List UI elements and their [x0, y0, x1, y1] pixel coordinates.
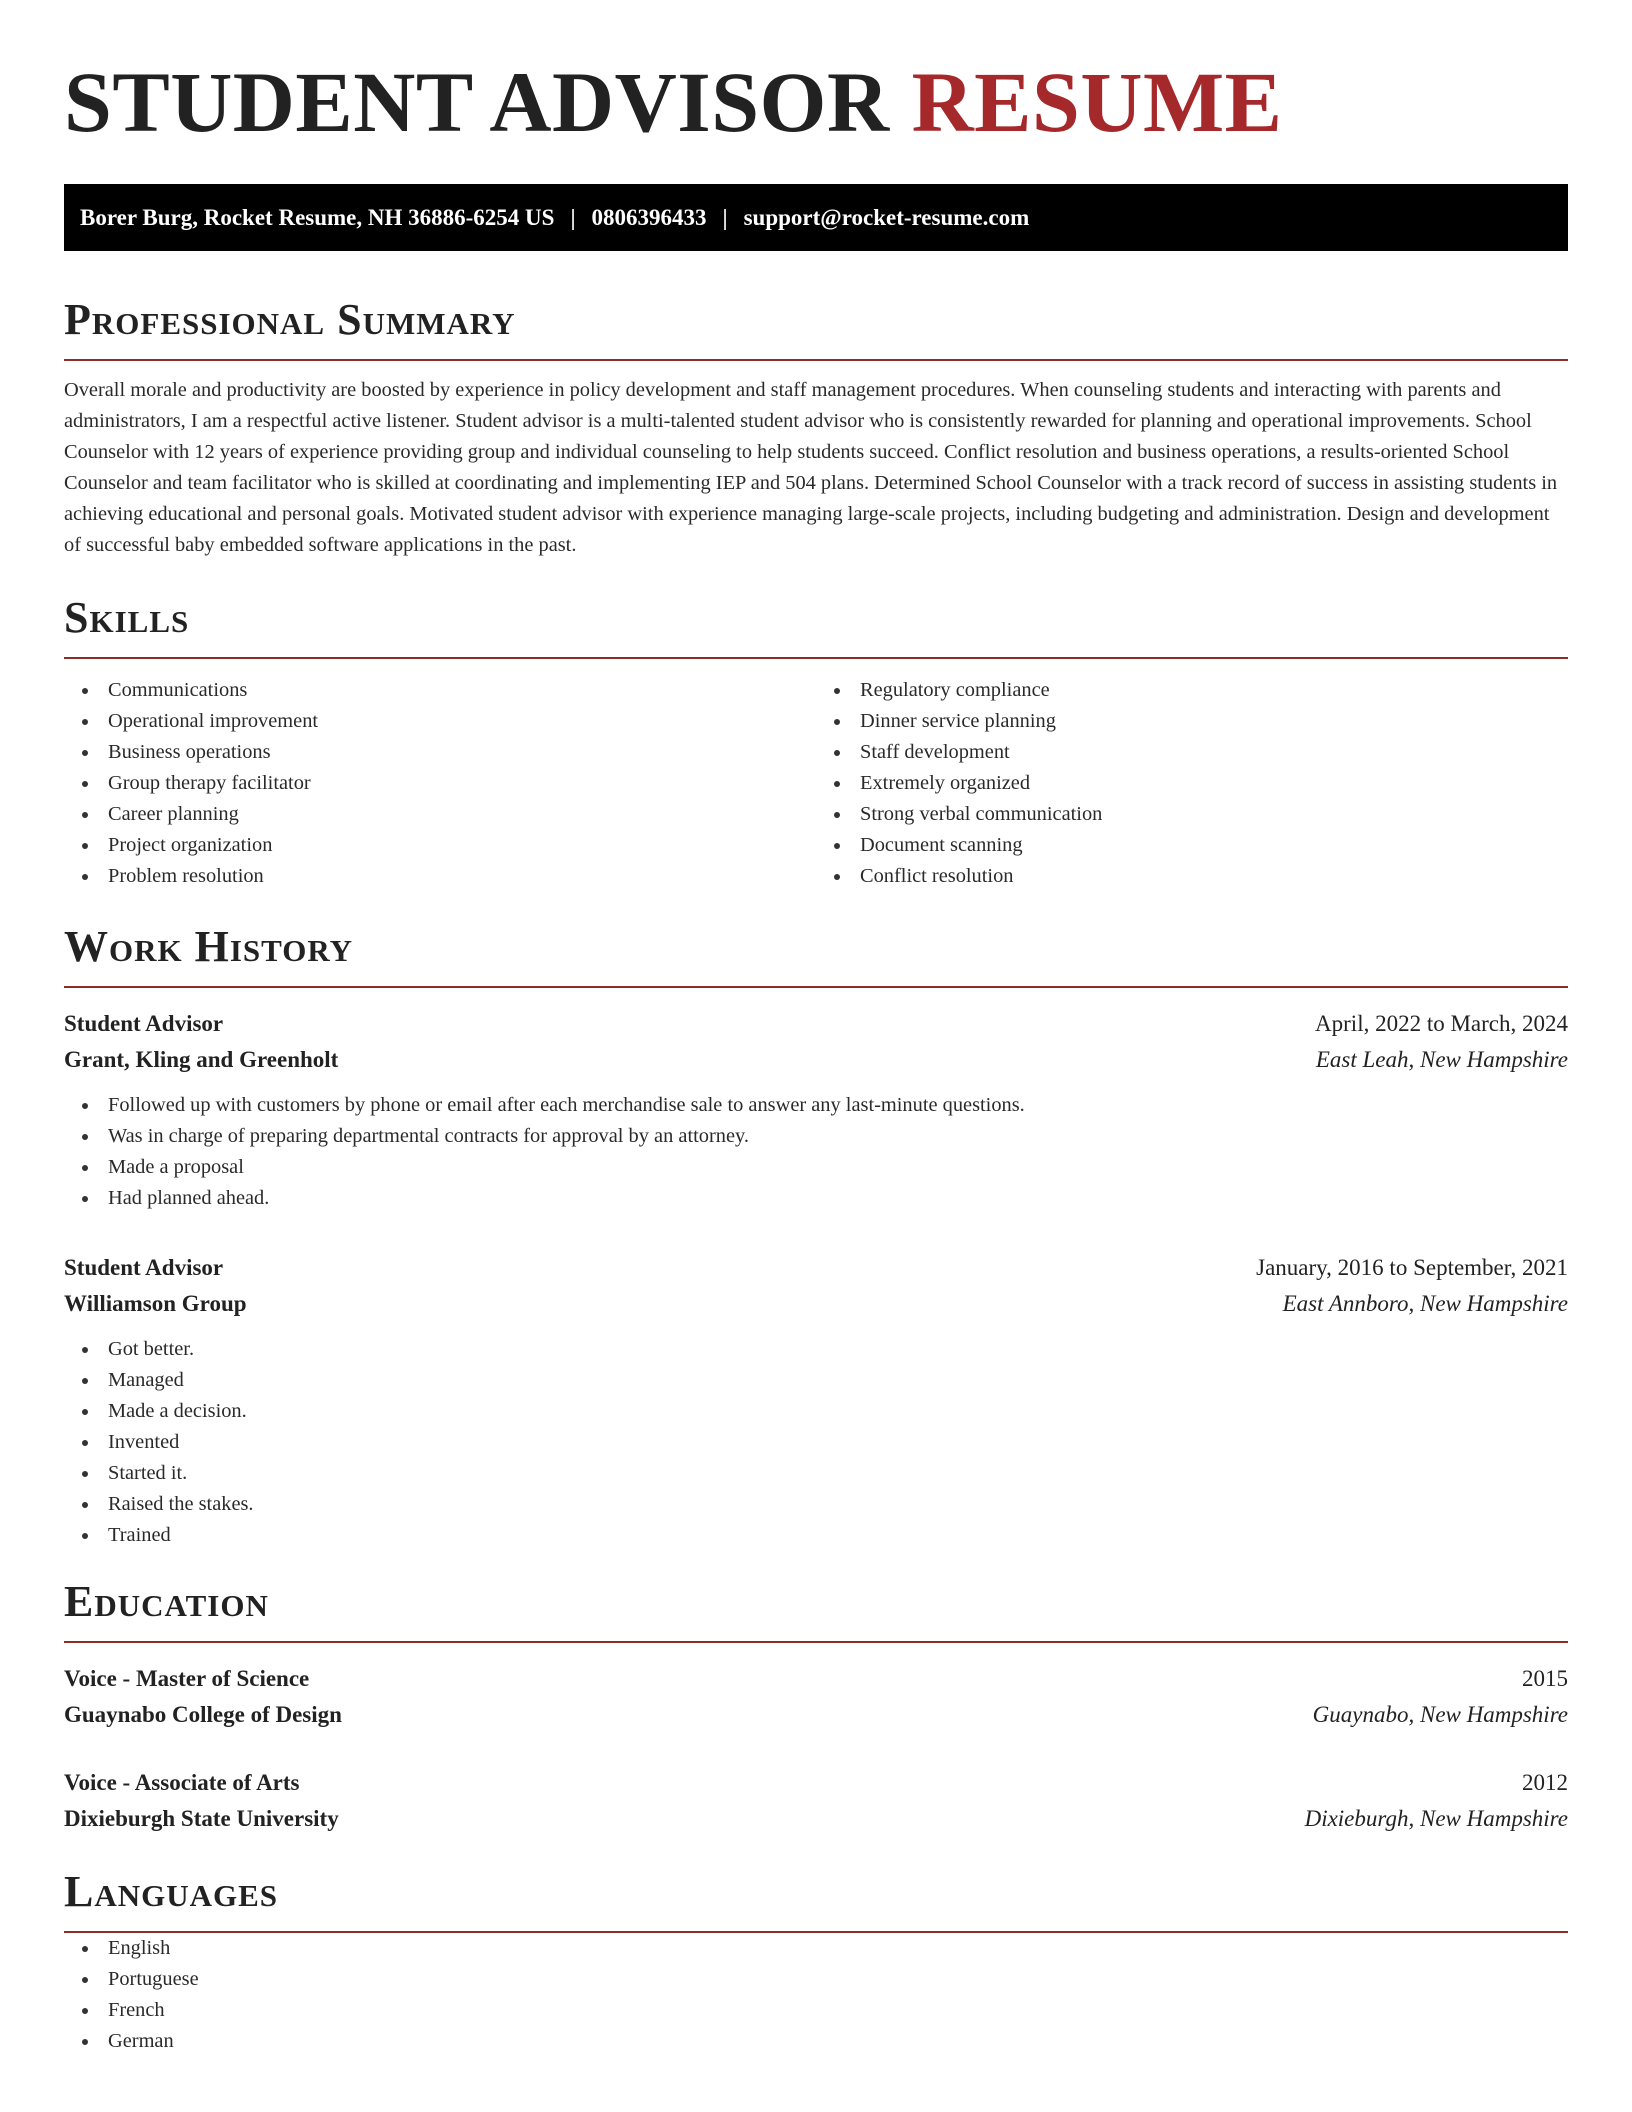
job-bullet: Made a decision. [64, 1396, 1568, 1427]
skill-item: Operational improvement [64, 706, 816, 737]
education-heading: Education [64, 1577, 269, 1626]
skill-item: Document scanning [816, 830, 1568, 861]
job-title: Student Advisor [64, 1011, 224, 1036]
skill-item: Staff development [816, 737, 1568, 768]
education-entry [64, 1765, 1568, 1837]
job-bullet: Raised the stakes. [64, 1489, 1568, 1520]
job-bullet: Trained [64, 1520, 1568, 1551]
skill-item: Strong verbal communication [816, 799, 1568, 830]
job-bullet: Started it. [64, 1458, 1568, 1489]
skill-item: Regulatory compliance [816, 675, 1568, 706]
language-item: German [64, 2026, 1568, 2057]
skills-list-left [64, 675, 816, 892]
work-section [64, 922, 1568, 1551]
job-dates: January, 2016 to September, 2021 [1256, 1255, 1568, 1280]
resume-title [64, 52, 1568, 152]
education-section [64, 1577, 1568, 1837]
work-heading: Work History [64, 922, 354, 971]
education-school: Guaynabo College of Design [64, 1702, 342, 1727]
languages-list [64, 1933, 1568, 2057]
languages-heading: Languages [64, 1867, 279, 1916]
job-company: Williamson Group [64, 1291, 247, 1316]
job-bullet: Followed up with customers by phone or email after each merchandise sale to answer any last-minute questions. [64, 1090, 1568, 1121]
job-subheader-row [64, 1286, 1568, 1322]
job-entry [64, 1250, 1568, 1551]
skill-item: Group therapy facilitator [64, 768, 816, 799]
language-item: Portuguese [64, 1964, 1568, 1995]
job-bullet: Made a proposal [64, 1152, 1568, 1183]
section-divider [64, 1641, 1568, 1643]
education-location: Dixieburgh, New Hampshire [1304, 1806, 1568, 1831]
skills-list-right [816, 675, 1568, 892]
contact-phone: 0806396433 [591, 204, 707, 230]
section-divider [64, 657, 1568, 659]
job-location: East Leah, New Hampshire [1315, 1047, 1568, 1072]
job-location: East Annboro, New Hampshire [1282, 1291, 1568, 1316]
title-main: STUDENT ADVISOR [64, 54, 890, 150]
skills-section [64, 593, 1568, 892]
contact-bar [64, 184, 1568, 251]
contact-separator: | [570, 204, 576, 230]
contact-separator: | [722, 204, 728, 230]
summary-heading: Professional Summary [64, 295, 516, 344]
job-bullets [64, 1334, 1568, 1551]
section-divider [64, 986, 1568, 988]
job-bullet: Got better. [64, 1334, 1568, 1365]
contact-email: support@rocket-resume.com [743, 204, 1030, 230]
education-location: Guaynabo, New Hampshire [1312, 1702, 1568, 1727]
skills-grid [64, 675, 1568, 892]
job-entry [64, 1006, 1568, 1214]
skills-heading: Skills [64, 593, 190, 642]
language-item: English [64, 1933, 1568, 1964]
job-header-row [64, 1250, 1568, 1286]
job-bullet: Managed [64, 1365, 1568, 1396]
job-bullet: Had planned ahead. [64, 1183, 1568, 1214]
education-subheader-row [64, 1801, 1568, 1837]
job-company: Grant, Kling and Greenholt [64, 1047, 339, 1072]
education-header-row [64, 1661, 1568, 1697]
language-item: French [64, 1995, 1568, 2026]
skill-item: Career planning [64, 799, 816, 830]
languages-section [64, 1867, 1568, 2057]
job-bullets [64, 1090, 1568, 1214]
summary-section [64, 295, 1568, 561]
title-accent: RESUME [911, 54, 1283, 150]
job-dates: April, 2022 to March, 2024 [1315, 1011, 1568, 1036]
job-bullet: Was in charge of preparing departmental contracts for approval by an attorney. [64, 1121, 1568, 1152]
education-year: 2015 [1522, 1666, 1568, 1691]
job-header-row [64, 1006, 1568, 1042]
skill-item: Dinner service planning [816, 706, 1568, 737]
skill-item: Business operations [64, 737, 816, 768]
education-degree: Voice - Master of Science [64, 1666, 310, 1691]
job-bullet: Invented [64, 1427, 1568, 1458]
job-subheader-row [64, 1042, 1568, 1078]
skill-item: Conflict resolution [816, 861, 1568, 892]
skill-item: Problem resolution [64, 861, 816, 892]
education-degree: Voice - Associate of Arts [64, 1770, 300, 1795]
skill-item: Extremely organized [816, 768, 1568, 799]
contact-address: Borer Burg, Rocket Resume, NH 36886-6254 US [80, 204, 555, 230]
education-entry [64, 1661, 1568, 1733]
skill-item: Communications [64, 675, 816, 706]
job-title: Student Advisor [64, 1255, 224, 1280]
education-subheader-row [64, 1697, 1568, 1733]
education-school: Dixieburgh State University [64, 1806, 339, 1831]
section-divider [64, 359, 1568, 361]
education-year: 2012 [1522, 1770, 1568, 1795]
skill-item: Project organization [64, 830, 816, 861]
education-header-row [64, 1765, 1568, 1801]
summary-text: Overall morale and productivity are boosted by experience in policy development and staff management procedures. When counseling students and interacting with parents and administrators, I am a respectful active listener. Student advisor is a multi-talented student advisor who is consistently rewarded for planning and operational improvements. School Counselor with 12 years of experience providing group and individual counseling to help students succeed. Conflict resolution and business operations, a results-oriented School Counselor and team facilitator who is skilled at coordinating and implementing IEP and 504 plans. Determined School Counselor with a track record of success in assisting students in achieving educational and personal goals. Motivated student advisor with experience managing large-scale projects, including budgeting and administration. Design and development of successful baby embedded software applications in the past. [64, 379, 1558, 556]
